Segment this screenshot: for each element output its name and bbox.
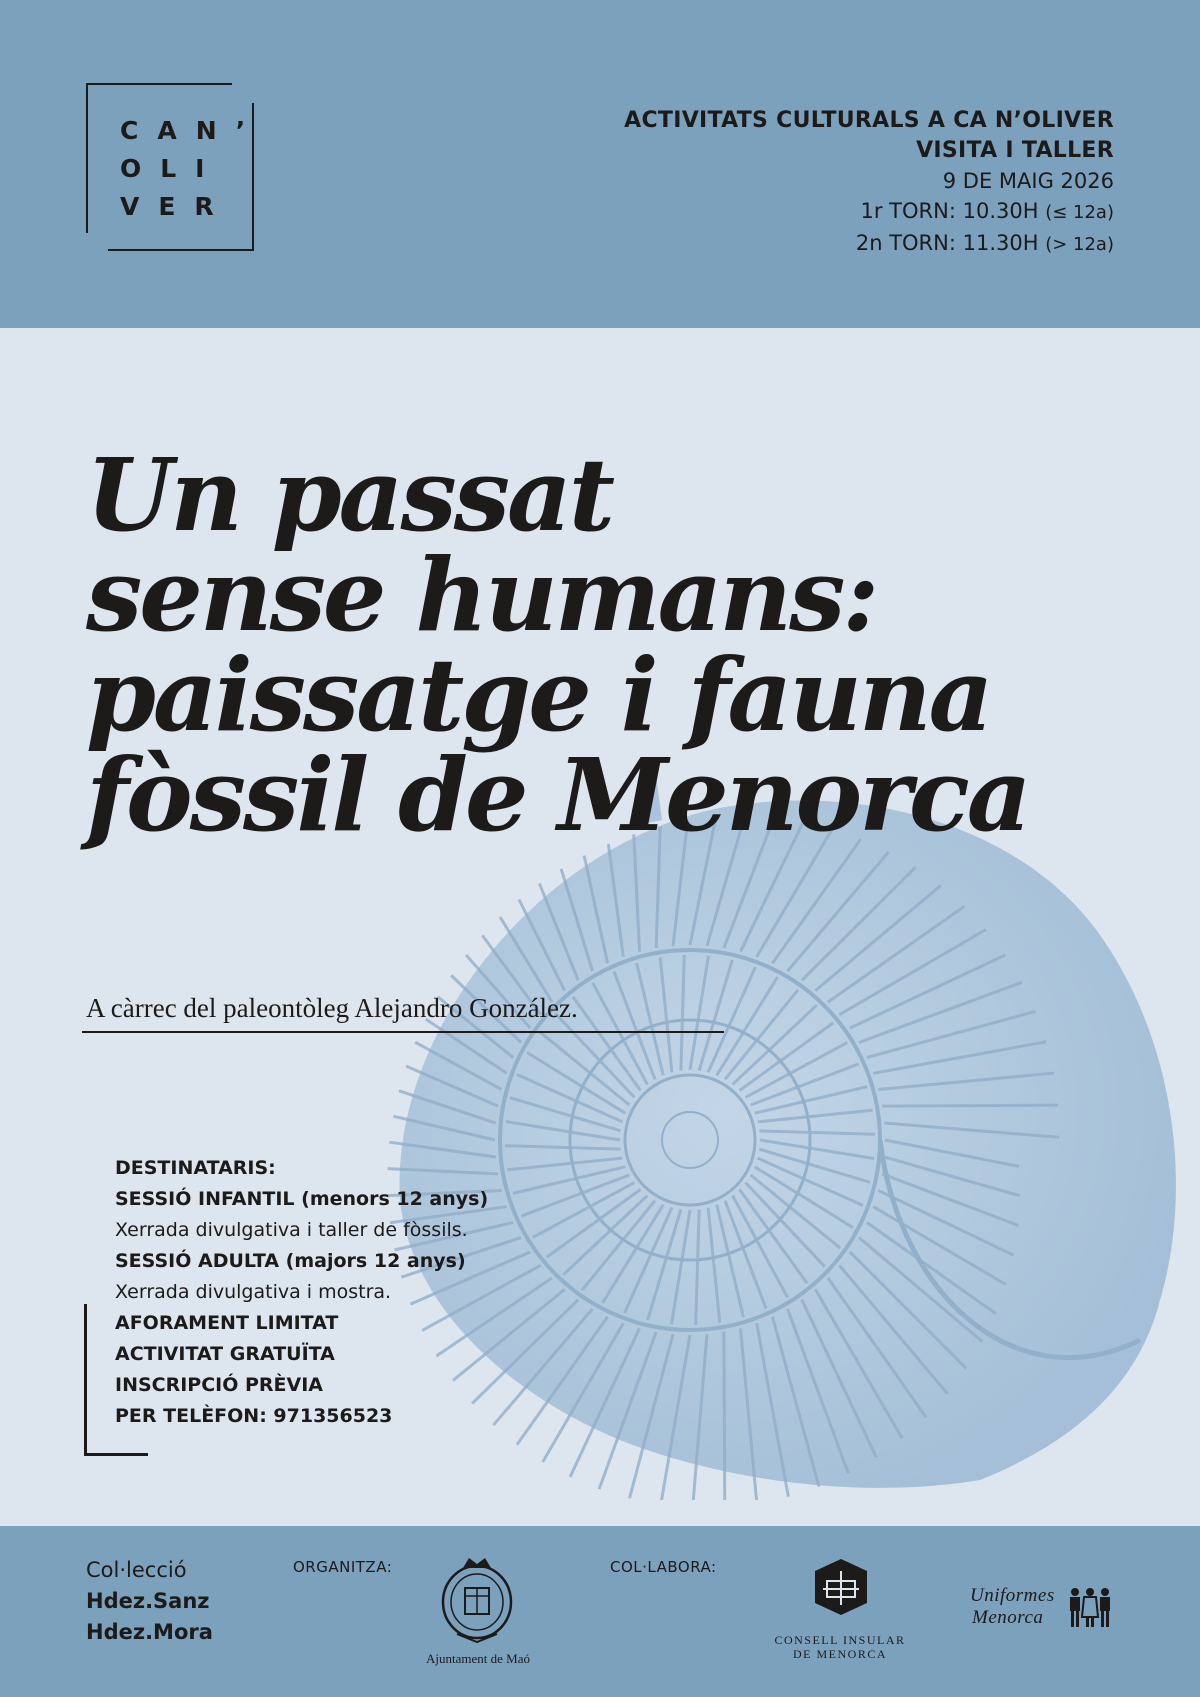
- collection-name-2: Hdez.Mora: [86, 1620, 213, 1644]
- turn-1-time: 1r TORN: 10.30H: [860, 199, 1039, 223]
- turn-2-time: 2n TORN: 11.30H: [855, 231, 1039, 255]
- uniform-figures-icon: [1067, 1587, 1113, 1629]
- logo-line-3: VER: [120, 192, 233, 221]
- collection-label: Col·lecció: [86, 1558, 187, 1582]
- can-oliver-logo: [86, 83, 265, 251]
- uniformes-menorca-logo: [970, 1585, 1055, 1629]
- session-infantil: SESSIÓ INFANTIL (menors 12 anys): [115, 1188, 489, 1210]
- title-line-4: fòssil de Menorca: [86, 736, 1029, 854]
- turn-1-note: (≤ 12a): [1045, 202, 1114, 223]
- ammonite-fossil-icon: [380, 780, 1200, 1500]
- fossil-rib: [882, 1105, 1058, 1106]
- title-line-2: sense humans:: [86, 536, 877, 654]
- turn-2-note: (> 12a): [1045, 234, 1114, 255]
- ajuntament-seal-icon: [435, 1554, 519, 1644]
- turn-1: [624, 196, 1114, 228]
- session-infantil-desc: Xerrada divulgativa i taller de fòssils.: [115, 1219, 468, 1241]
- organitza-label: ORGANITZA:: [293, 1558, 393, 1576]
- logo-line-1: CAN’: [120, 116, 265, 145]
- turn-2: [624, 228, 1114, 260]
- note-phone: PER TELÈFON: 971356523: [115, 1405, 393, 1427]
- event-series: ACTIVITATS CULTURALS A CA N’OLIVER: [624, 108, 1114, 133]
- speaker-underline: [82, 1031, 724, 1033]
- uniformes-line-1: Uniformes: [970, 1585, 1055, 1606]
- collabora-label: COL·LABORA:: [610, 1558, 717, 1576]
- speaker-credit: A càrrec del paleontòleg Alejandro González.: [86, 993, 578, 1023]
- consell-line-1: CONSELL INSULAR: [774, 1633, 906, 1647]
- audience-heading: DESTINATARIS:: [115, 1157, 276, 1179]
- fossil-rib: [724, 1332, 725, 1500]
- collection-credit: [86, 1555, 213, 1648]
- page-title: [86, 436, 1029, 854]
- note-capacity: AFORAMENT LIMITAT: [115, 1312, 339, 1334]
- title-line-1: Un passat: [86, 436, 613, 554]
- note-free: ACTIVITAT GRATUÏTA: [115, 1343, 335, 1365]
- organitza-name: Ajuntament de Maó: [426, 1651, 530, 1666]
- collection-name-1: Hdez.Sanz: [86, 1589, 210, 1613]
- logo-line-2: OLI: [120, 154, 224, 183]
- session-adulta: SESSIÓ ADULTA (majors 12 anys): [115, 1250, 466, 1272]
- uniformes-line-2: Menorca: [972, 1607, 1044, 1628]
- note-registration: INSCRIPCIÓ PRÈVIA: [115, 1374, 324, 1396]
- session-adulta-desc: Xerrada divulgativa i mostra.: [115, 1281, 392, 1303]
- event-date: 9 DE MAIG 2026: [942, 169, 1114, 193]
- consell-insular-logo-icon: [811, 1557, 871, 1617]
- event-header: [624, 106, 1114, 260]
- consell-insular-name: [760, 1633, 920, 1661]
- info-bracket: [84, 1304, 148, 1456]
- info-block: [115, 1153, 488, 1432]
- event-type: VISITA I TALLER: [916, 138, 1114, 163]
- title-line-3: paissatge i fauna: [86, 636, 991, 754]
- consell-line-2: DE MENORCA: [792, 1647, 887, 1661]
